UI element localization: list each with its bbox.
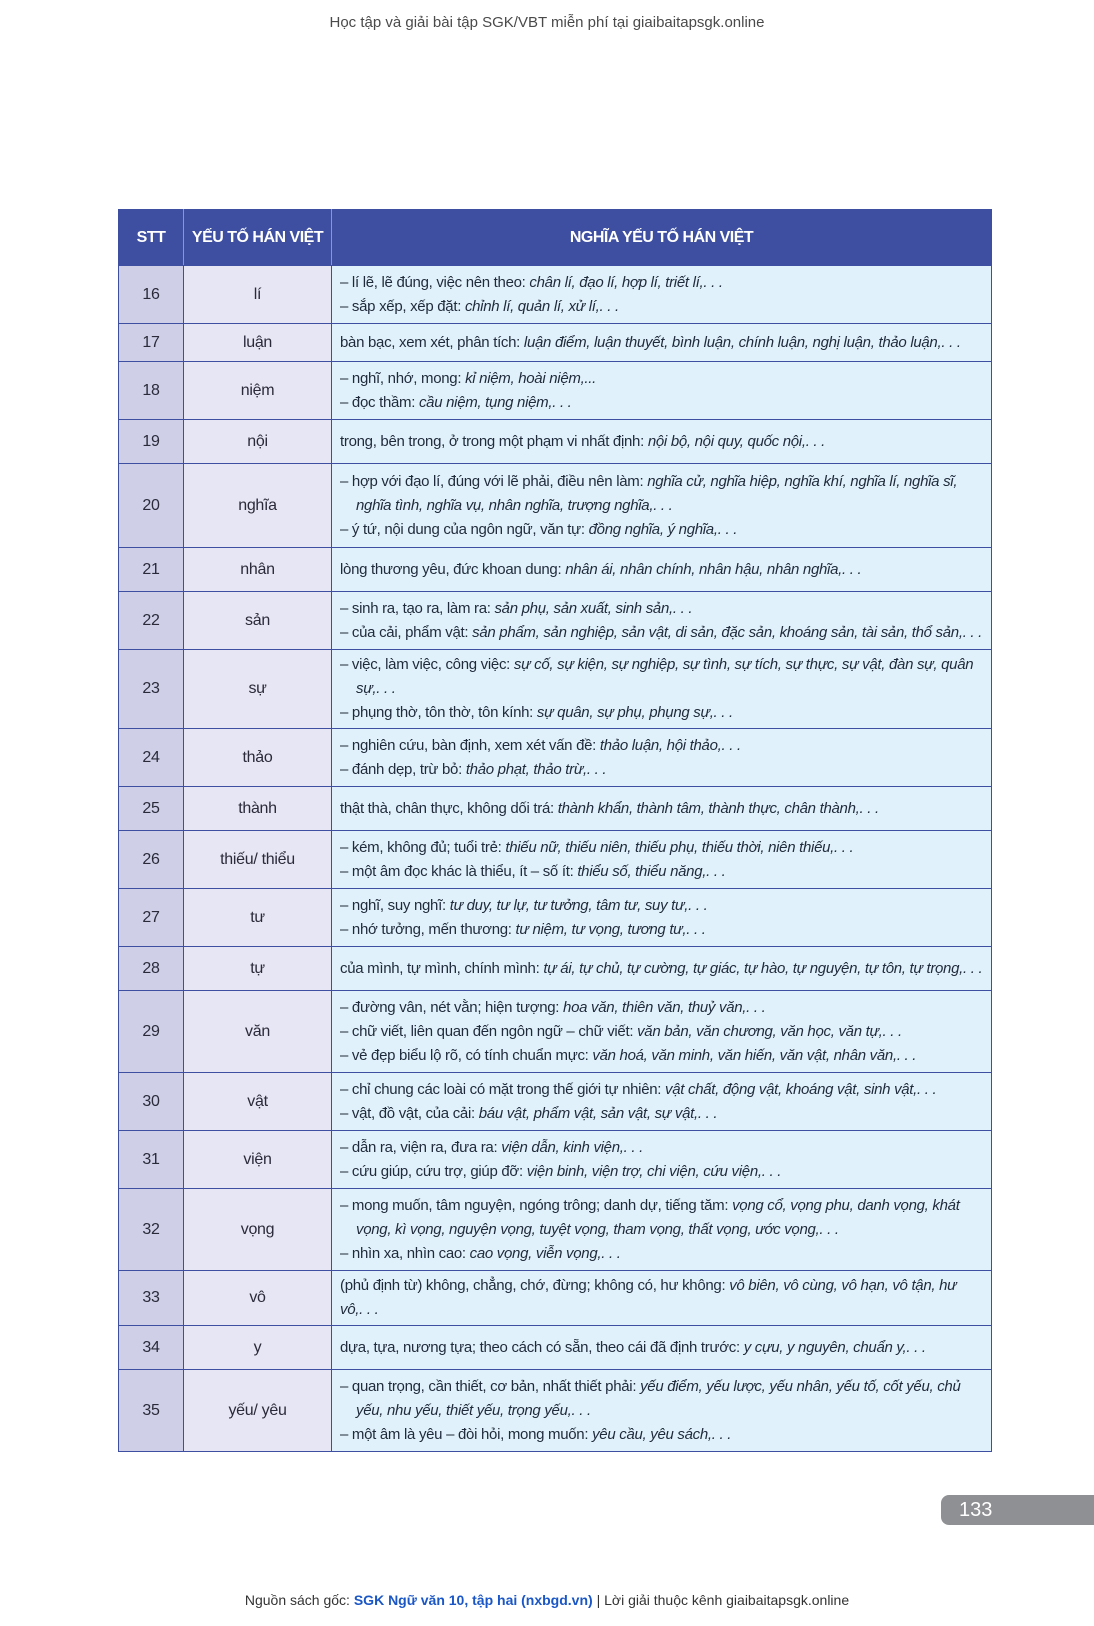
- row-stt: 16: [119, 266, 184, 324]
- dash-marker: –: [340, 273, 352, 291]
- meaning-line: [340, 558, 983, 582]
- row-meaning: [332, 991, 992, 1073]
- row-element: vật: [184, 1073, 332, 1131]
- table-body: [119, 266, 992, 1452]
- table-row: [119, 1370, 992, 1452]
- meaning-line: [340, 391, 983, 415]
- meaning-examples: sự quân, sự phụ, phụng sự,. . .: [536, 704, 733, 721]
- row-element: sự: [184, 650, 332, 729]
- meaning-text: một âm là yêu – đòi hỏi, mong muốn:: [351, 1425, 593, 1443]
- meaning-text: một âm đọc khác là thiểu, ít – số ít:: [351, 862, 578, 880]
- meaning-text: lòng thương yêu, đức khoan dung:: [340, 560, 566, 578]
- meaning-text: nhớ tưởng, mến thương:: [351, 920, 516, 938]
- dash-marker: –: [340, 920, 352, 938]
- row-element: tư: [184, 889, 332, 947]
- dash-marker: –: [340, 1104, 352, 1122]
- row-element: thành: [184, 787, 332, 831]
- meaning-text: chỉ chung các loài có mặt trong thế giới tự nhiên:: [351, 1080, 666, 1098]
- row-stt: 34: [119, 1326, 184, 1370]
- meaning-text: việc, làm việc, công việc:: [351, 656, 514, 673]
- meaning-line: [340, 1160, 983, 1184]
- row-meaning: [332, 1073, 992, 1131]
- meaning-examples: nghĩa cử, nghĩa hiệp, nghĩa khí, nghĩa lí, nghĩa sĩ, nghĩa tình, nghĩa vụ, nhân nghĩa, trượng nghĩa,. . .: [356, 472, 958, 514]
- row-element: y: [184, 1326, 332, 1370]
- table-row: [119, 787, 992, 831]
- page-footer: [0, 1592, 1094, 1608]
- meaning-examples: hoa văn, thiên văn, thuỷ văn,. . .: [563, 998, 766, 1016]
- meaning-text: (phủ định từ) không, chẳng, chớ, đừng; không có, hư không:: [340, 1277, 730, 1294]
- row-element: nhân: [184, 548, 332, 592]
- row-meaning: [332, 324, 992, 362]
- dash-marker: –: [340, 736, 352, 754]
- dash-marker: –: [340, 1080, 352, 1098]
- row-meaning: [332, 889, 992, 947]
- dash-marker: –: [340, 862, 352, 880]
- meaning-examples: thành khẩn, thành tâm, thành thực, chân thành,. . .: [557, 799, 879, 817]
- dash-marker: –: [340, 1022, 352, 1040]
- row-meaning: [332, 831, 992, 889]
- row-meaning: [332, 1189, 992, 1271]
- meaning-line: [340, 918, 983, 942]
- dash-marker: –: [340, 369, 352, 387]
- meaning-line: [340, 1194, 983, 1242]
- table-row: [119, 362, 992, 420]
- row-stt: 22: [119, 592, 184, 650]
- row-element: thiếu/ thiểu: [184, 831, 332, 889]
- row-meaning: [332, 266, 992, 324]
- meaning-examples: nhân ái, nhân chính, nhân hậu, nhân nghĩa,. . .: [565, 560, 862, 578]
- meaning-examples: sản phụ, sản xuất, sinh sản,. . .: [494, 599, 693, 617]
- meaning-examples: thảo phạt, thảo trừ,. . .: [465, 760, 607, 778]
- meaning-text: vật, đồ vật, của cải:: [351, 1104, 479, 1122]
- row-stt: 24: [119, 729, 184, 787]
- meaning-text: nghĩ, nhớ, mong:: [351, 369, 466, 387]
- meaning-line: [340, 1044, 983, 1068]
- meaning-examples: tự ái, tự chủ, tự cường, tự giác, tự hào, tự nguyện, tự tôn, tự trọng,. . .: [543, 959, 983, 977]
- meaning-examples: yếu điểm, yếu lược, yếu nhân, yếu tố, cốt yếu, chủ yếu, nhu yếu, thiết yếu, trọng yếu,. . .: [356, 1377, 961, 1419]
- row-stt: 27: [119, 889, 184, 947]
- row-meaning: [332, 1326, 992, 1370]
- meaning-line: [340, 653, 983, 701]
- han-viet-table-container: [118, 209, 992, 1452]
- meaning-line: [340, 1136, 983, 1160]
- meaning-line: [340, 701, 983, 725]
- dash-marker: –: [340, 656, 352, 673]
- dash-marker: –: [340, 472, 352, 490]
- meaning-text: đường vân, nét vằn; hiện tượng:: [351, 998, 564, 1016]
- header-stt: STT: [119, 210, 184, 266]
- meaning-text: của mình, tự mình, chính mình:: [340, 959, 544, 977]
- dash-marker: –: [340, 896, 352, 914]
- table-row: [119, 548, 992, 592]
- meaning-examples: cao vọng, viễn vọng,. . .: [469, 1244, 621, 1262]
- meaning-line: [340, 797, 983, 821]
- meaning-examples: luận điểm, luận thuyết, bình luận, chính luận, nghị luận, thảo luận,. . .: [523, 333, 961, 351]
- header-element: YẾU TỐ HÁN VIỆT: [184, 210, 332, 266]
- meaning-text: ý tứ, nội dung của ngôn ngữ, văn tự:: [351, 520, 589, 538]
- row-element: vô: [184, 1271, 332, 1326]
- meaning-line: [340, 367, 983, 391]
- meaning-text: trong, bên trong, ở trong một phạm vi nhất định:: [340, 432, 648, 450]
- meaning-examples: đồng nghĩa, ý nghĩa,. . .: [588, 520, 738, 538]
- row-meaning: [332, 1370, 992, 1452]
- row-stt: 17: [119, 324, 184, 362]
- meaning-line: [340, 1242, 983, 1266]
- meaning-text: quan trọng, cần thiết, cơ bản, nhất thiết phải:: [351, 1377, 641, 1395]
- row-meaning: [332, 420, 992, 464]
- row-element: văn: [184, 991, 332, 1073]
- meaning-text: vẻ đẹp biểu lộ rõ, có tính chuẩn mực:: [351, 1046, 593, 1064]
- meaning-text: lí lẽ, lẽ đúng, việc nên theo:: [351, 273, 530, 291]
- table-row: [119, 831, 992, 889]
- dash-marker: –: [340, 1196, 352, 1214]
- row-element: vọng: [184, 1189, 332, 1271]
- table-row: [119, 650, 992, 729]
- page-header: Học tập và giải bài tập SGK/VBT miễn phí tại giaibaitapsgk.online: [329, 14, 765, 31]
- row-element: nội: [184, 420, 332, 464]
- meaning-line: [340, 518, 983, 542]
- footer-prefix: Nguồn sách gốc:: [244, 1592, 354, 1608]
- row-element: viện: [184, 1131, 332, 1189]
- meaning-line: [340, 295, 983, 319]
- meaning-text: nghĩ, suy nghĩ:: [351, 896, 450, 914]
- footer-source-link[interactable]: SGK Ngữ văn 10, tập hai (nxbgd.vn): [353, 1592, 593, 1608]
- row-meaning: [332, 650, 992, 729]
- meaning-examples: thiểu số, thiểu năng,. . .: [577, 862, 726, 880]
- table-row: [119, 729, 992, 787]
- dash-marker: –: [340, 393, 352, 411]
- dash-marker: –: [340, 1377, 352, 1395]
- meaning-line: [340, 836, 983, 860]
- meaning-line: [340, 271, 983, 295]
- row-stt: 21: [119, 548, 184, 592]
- row-element: nghĩa: [184, 464, 332, 548]
- meaning-text: sinh ra, tạo ra, làm ra:: [351, 599, 495, 617]
- meaning-line: [340, 430, 983, 454]
- table-row: [119, 1131, 992, 1189]
- row-element: lí: [184, 266, 332, 324]
- row-stt: 26: [119, 831, 184, 889]
- meaning-line: [340, 894, 983, 918]
- meaning-line: [340, 1078, 983, 1102]
- meaning-line: [340, 1423, 983, 1447]
- meaning-line: [340, 957, 983, 981]
- row-stt: 35: [119, 1370, 184, 1452]
- meaning-line: [340, 734, 983, 758]
- meaning-examples: vọng cổ, vọng phu, danh vọng, khát vọng, kì vọng, nguyện vọng, tuyệt vọng, tham vọng, thất vọng, ước vọng,. . .: [356, 1196, 960, 1238]
- meaning-examples: yêu cầu, yêu sách,. . .: [592, 1425, 732, 1443]
- meaning-line: [340, 1274, 983, 1322]
- meaning-examples: vật chất, động vật, khoáng vật, sinh vật,. . .: [665, 1080, 937, 1098]
- row-element: niệm: [184, 362, 332, 420]
- dash-marker: –: [340, 297, 352, 315]
- meaning-examples: thảo luận, hội thảo,. . .: [599, 736, 741, 754]
- row-element: sản: [184, 592, 332, 650]
- meaning-text: bàn bạc, xem xét, phân tích:: [340, 333, 524, 351]
- row-stt: 20: [119, 464, 184, 548]
- row-element: luận: [184, 324, 332, 362]
- table-row: [119, 889, 992, 947]
- dash-marker: –: [340, 704, 352, 721]
- row-meaning: [332, 1271, 992, 1326]
- row-stt: 29: [119, 991, 184, 1073]
- page-number: 133: [941, 1495, 1094, 1525]
- table-header-row: [119, 210, 992, 266]
- table-row: [119, 420, 992, 464]
- row-meaning: [332, 1131, 992, 1189]
- row-stt: 23: [119, 650, 184, 729]
- row-stt: 18: [119, 362, 184, 420]
- meaning-examples: viện dẫn, kinh viện,. . .: [501, 1138, 643, 1156]
- table-row: [119, 947, 992, 991]
- row-element: yếu/ yêu: [184, 1370, 332, 1452]
- row-stt: 33: [119, 1271, 184, 1326]
- meaning-line: [340, 331, 983, 355]
- meaning-examples: chân lí, đạo lí, hợp lí, triết lí,. . .: [529, 273, 723, 291]
- meaning-examples: viện binh, viện trợ, chi viện, cứu viện,. . .: [526, 1162, 782, 1180]
- meaning-examples: kỉ niệm, hoài niệm,...: [465, 369, 597, 387]
- meaning-text: của cải, phẩm vật:: [351, 623, 473, 641]
- meaning-examples: tư niệm, tư vọng, tương tư,. . .: [515, 920, 706, 938]
- meaning-text: dựa, tựa, nương tựa; theo cách có sẵn, theo cái đã định trước:: [340, 1338, 744, 1356]
- row-stt: 31: [119, 1131, 184, 1189]
- row-stt: 25: [119, 787, 184, 831]
- meaning-text: thật thà, chân thực, không dối trá:: [340, 799, 558, 817]
- meaning-text: phụng thờ, tôn thờ, tôn kính:: [351, 704, 537, 721]
- meaning-examples: sự cố, sự kiện, sự nghiệp, sự tình, sự tích, sự thực, sự vật, đàn sự, quân sự,. . .: [356, 656, 974, 697]
- dash-marker: –: [340, 1046, 352, 1064]
- table-row: [119, 592, 992, 650]
- meaning-text: sắp xếp, xếp đặt:: [351, 297, 465, 315]
- meaning-line: [340, 621, 983, 645]
- meaning-line: [340, 758, 983, 782]
- meaning-text: mong muốn, tâm nguyện, ngóng trông; danh dự, tiếng tăm:: [351, 1196, 733, 1214]
- meaning-text: dẫn ra, viện ra, đưa ra:: [351, 1138, 502, 1156]
- table-row: [119, 1271, 992, 1326]
- row-meaning: [332, 787, 992, 831]
- meaning-examples: văn hoá, văn minh, văn hiến, văn vật, nhân văn,. . .: [592, 1046, 917, 1064]
- dash-marker: –: [340, 1244, 352, 1262]
- meaning-examples: cầu niệm, tụng niệm,. . .: [418, 393, 572, 411]
- meaning-line: [340, 1375, 983, 1423]
- footer-suffix: | Lời giải thuộc kênh giaibaitapsgk.online: [592, 1592, 850, 1608]
- dash-marker: –: [340, 623, 352, 641]
- row-meaning: [332, 548, 992, 592]
- meaning-examples: tư duy, tư lự, tư tưởng, tâm tư, suy tư,. . .: [449, 896, 708, 914]
- dash-marker: –: [340, 1162, 352, 1180]
- dash-marker: –: [340, 838, 352, 856]
- meaning-line: [340, 470, 983, 518]
- table-row: [119, 1189, 992, 1271]
- table-row: [119, 266, 992, 324]
- row-meaning: [332, 592, 992, 650]
- meaning-line: [340, 1102, 983, 1126]
- row-meaning: [332, 947, 992, 991]
- row-meaning: [332, 362, 992, 420]
- meaning-examples: y cựu, y nguyên, chuẩn y,. . .: [743, 1338, 926, 1356]
- row-stt: 28: [119, 947, 184, 991]
- table-row: [119, 1326, 992, 1370]
- row-meaning: [332, 729, 992, 787]
- dash-marker: –: [340, 520, 352, 538]
- meaning-examples: nội bộ, nội quy, quốc nội,. . .: [647, 432, 826, 450]
- table-row: [119, 464, 992, 548]
- meaning-examples: thiếu nữ, thiếu niên, thiếu phụ, thiếu thời, niên thiếu,. . .: [505, 838, 854, 856]
- row-stt: 19: [119, 420, 184, 464]
- meaning-line: [340, 597, 983, 621]
- meaning-text: hợp với đạo lí, đúng với lẽ phải, điều nên làm:: [351, 472, 648, 490]
- meaning-line: [340, 1336, 983, 1360]
- meaning-text: nhìn xa, nhìn cao:: [351, 1244, 470, 1262]
- dash-marker: –: [340, 599, 352, 617]
- meaning-line: [340, 860, 983, 884]
- dash-marker: –: [340, 998, 352, 1016]
- meaning-examples: văn bản, văn chương, văn học, văn tự,. . .: [637, 1022, 902, 1040]
- table-row: [119, 324, 992, 362]
- meaning-text: đánh dẹp, trừ bỏ:: [351, 760, 466, 778]
- meaning-text: kém, không đủ; tuổi trẻ:: [351, 838, 506, 856]
- han-viet-table: [118, 209, 992, 1452]
- meaning-examples: sản phẩm, sản nghiệp, sản vật, di sản, đặc sản, khoáng sản, tài sản, thổ sản,. . .: [472, 623, 983, 641]
- row-element: thảo: [184, 729, 332, 787]
- meaning-text: đọc thầm:: [351, 393, 419, 411]
- table-row: [119, 1073, 992, 1131]
- table-row: [119, 991, 992, 1073]
- meaning-examples: chỉnh lí, quản lí, xử lí,. . .: [464, 297, 619, 315]
- meaning-line: [340, 996, 983, 1020]
- meaning-examples: vô biên, vô cùng, vô hạn, vô tận, hư vô,. . .: [340, 1277, 957, 1318]
- row-stt: 30: [119, 1073, 184, 1131]
- meaning-text: nghiên cứu, bàn định, xem xét vấn đề:: [351, 736, 600, 754]
- dash-marker: –: [340, 1425, 352, 1443]
- meaning-text: cứu giúp, cứu trợ, giúp đỡ:: [351, 1162, 527, 1180]
- row-stt: 32: [119, 1189, 184, 1271]
- row-element: tự: [184, 947, 332, 991]
- meaning-line: [340, 1020, 983, 1044]
- row-meaning: [332, 464, 992, 548]
- header-meaning: NGHĨA YẾU TỐ HÁN VIỆT: [332, 210, 992, 266]
- meaning-examples: báu vật, phẩm vật, sản vật, sự vật,. . .: [478, 1104, 718, 1122]
- dash-marker: –: [340, 760, 352, 778]
- dash-marker: –: [340, 1138, 352, 1156]
- meaning-text: chữ viết, liên quan đến ngôn ngữ – chữ viết:: [351, 1022, 638, 1040]
